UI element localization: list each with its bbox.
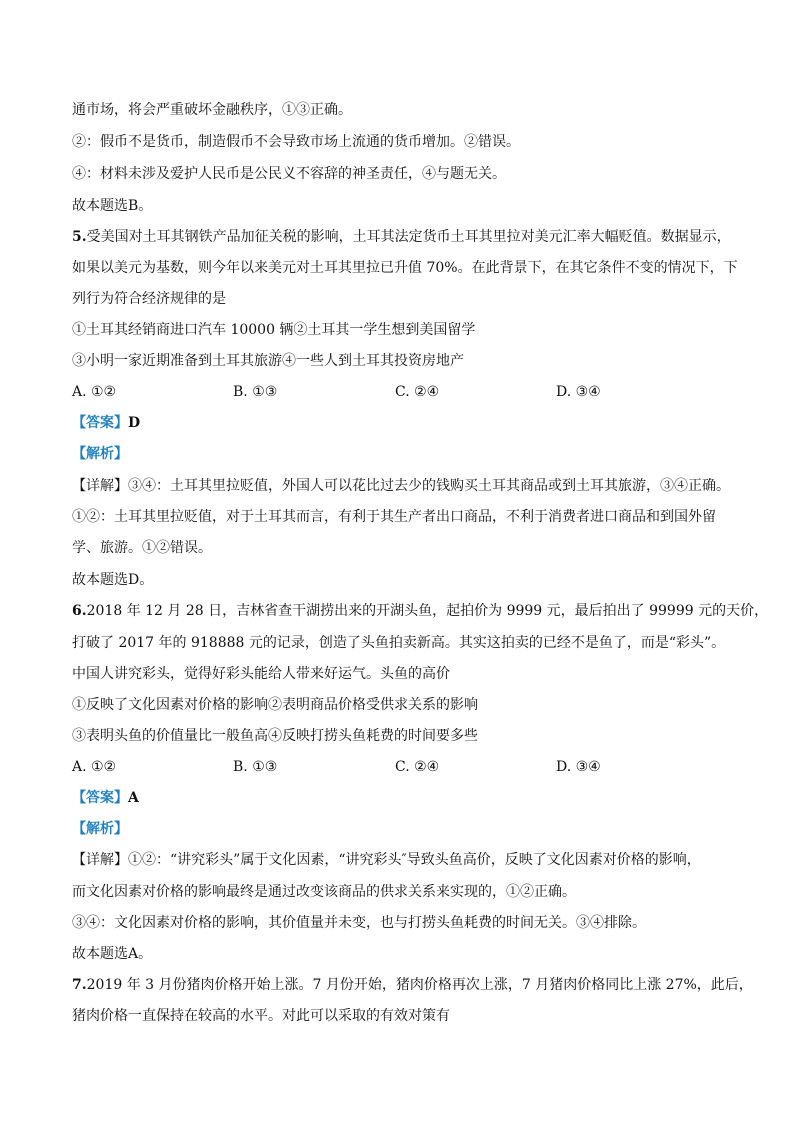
q6-stem-text-1: 2018 年 12 月 28 日，吉林省查干湖捞出来的开湖头鱼，起拍价为 9999 元，最后拍出了 99999 元的天价， — [86, 603, 769, 619]
q7-stem-line-2: 猪肉价格一直保持在较高的水平。对此可以采取的有效对策有 — [72, 1008, 450, 1024]
q5-answer-line — [72, 413, 140, 433]
q5-items-line-1: ①土耳其经销商进口汽车 10000 辆②土耳其一学生想到美国留学 — [72, 322, 476, 338]
q5-stem-line-1 — [72, 227, 731, 247]
q7-stem-text-1: 2019 年 3 月份猪肉价格开始上涨。7 月份开始，猪肉价格再次上涨，7 月猪肉价格同比上涨 27%，此后， — [86, 977, 753, 993]
q6-analysis-tag — [72, 819, 128, 839]
q6-items-line-2: ③表明头鱼的价值量比一般鱼高④反映打捞头鱼耗费的时间要多些 — [72, 728, 478, 744]
q5-option-d: D. ③④ — [556, 384, 601, 400]
q5-analysis-tag-text: 【解析】 — [72, 446, 128, 462]
q6-option-c: C. ②④ — [395, 759, 440, 775]
q6-answer: A — [128, 790, 139, 806]
q6-answer-tag: 【答案】 — [72, 790, 128, 806]
q7-stem-line-1 — [72, 975, 753, 995]
q6-detail-line-1 — [72, 850, 701, 870]
q5-stem-line-3: 列行为符合经济规律的是 — [72, 291, 226, 307]
q5-conclusion: 故本题选D。 — [72, 572, 154, 588]
q6-detail-line-2: 而文化因素对价格的影响最终是通过改变该商品的供求关系来实现的，①②正确。 — [72, 884, 576, 900]
q5-answer: D — [128, 415, 141, 431]
q5-option-b: B. ①③ — [233, 384, 278, 400]
q6-analysis-tag-text: 【解析】 — [72, 821, 128, 837]
q5-detail-tag: 【详解】 — [72, 478, 128, 494]
q6-stem-line-1 — [72, 601, 768, 621]
q6-answer-line — [72, 788, 139, 808]
q6-detail-tag: 【详解】 — [72, 852, 128, 868]
q5-items-line-2: ③小明一家近期准备到土耳其旅游④一些人到土耳其投资房地产 — [72, 353, 464, 369]
q5-detail-line-1 — [72, 476, 730, 496]
q5-answer-tag: 【答案】 — [72, 415, 128, 431]
intro-line-3: ④：材料未涉及爱护人民币是公民义不容辞的神圣责任，④与题无关。 — [72, 166, 506, 182]
q5-analysis-tag — [72, 444, 128, 464]
q5-detail-text-1: ③④：土耳其里拉贬值，外国人可以花比过去少的钱购买土耳其商品或到土耳其旅游，③④正确。 — [128, 478, 730, 494]
q5-option-c: C. ②④ — [395, 384, 440, 400]
intro-conclusion: 故本题选B。 — [72, 198, 153, 214]
q6-option-a: A. ①② — [72, 759, 117, 775]
q6-items-line-1: ①反映了文化因素对价格的影响②表明商品价格受供求关系的影响 — [72, 697, 478, 713]
q7-number: 7. — [72, 977, 87, 993]
q5-number: 5. — [72, 229, 87, 245]
q6-conclusion: 故本题选A。 — [72, 946, 153, 962]
q6-stem-line-3: 中国人讲究彩头，觉得好彩头能给人带来好运气。头鱼的高价 — [72, 666, 450, 682]
q6-detail-line-3: ③④：文化因素对价格的影响，其价值量并未变，也与打捞头鱼耗费的时间无关。③④排除。 — [72, 915, 646, 931]
q6-number: 6. — [72, 603, 87, 619]
q5-stem-line-2: 如果以美元为基数，则今年以来美元对土耳其里拉已升值 70%。在此背景下，在其它条件不变的情况下，下 — [72, 260, 738, 276]
q6-option-b: B. ①③ — [233, 759, 278, 775]
q6-detail-text-1: ①②：“讲究彩头”属于文化因素，“讲究彩头″导致头鱼高价，反映了文化因素对价格的影响， — [128, 852, 701, 868]
intro-line-1: 通市场，将会严重破坏金融秩序，①③正确。 — [72, 102, 352, 118]
intro-line-2: ②：假币不是货币，制造假币不会导致市场上流通的货币增加。②错误。 — [72, 134, 520, 150]
q5-stem-text-1: 受美国对土耳其钢铁产品加征关税的影响，土耳其法定货币土耳其里拉对美元汇率大幅贬值。数据显示， — [86, 229, 731, 245]
q6-stem-line-2: 打破了 2017 年的 918888 元的记录，创造了头鱼拍卖新高。其实这拍卖的已经不是鱼了，而是“彩头”。 — [72, 635, 726, 651]
q5-option-a: A. ①② — [72, 384, 117, 400]
q6-option-d: D. ③④ — [556, 759, 601, 775]
q5-detail-line-2: ①②：土耳其里拉贬值，对于土耳其而言，有利于其生产者出口商品，不利于消费者进口商品和到国外留 — [72, 509, 716, 525]
q5-detail-line-3: 学、旅游。①②错误。 — [72, 540, 212, 556]
